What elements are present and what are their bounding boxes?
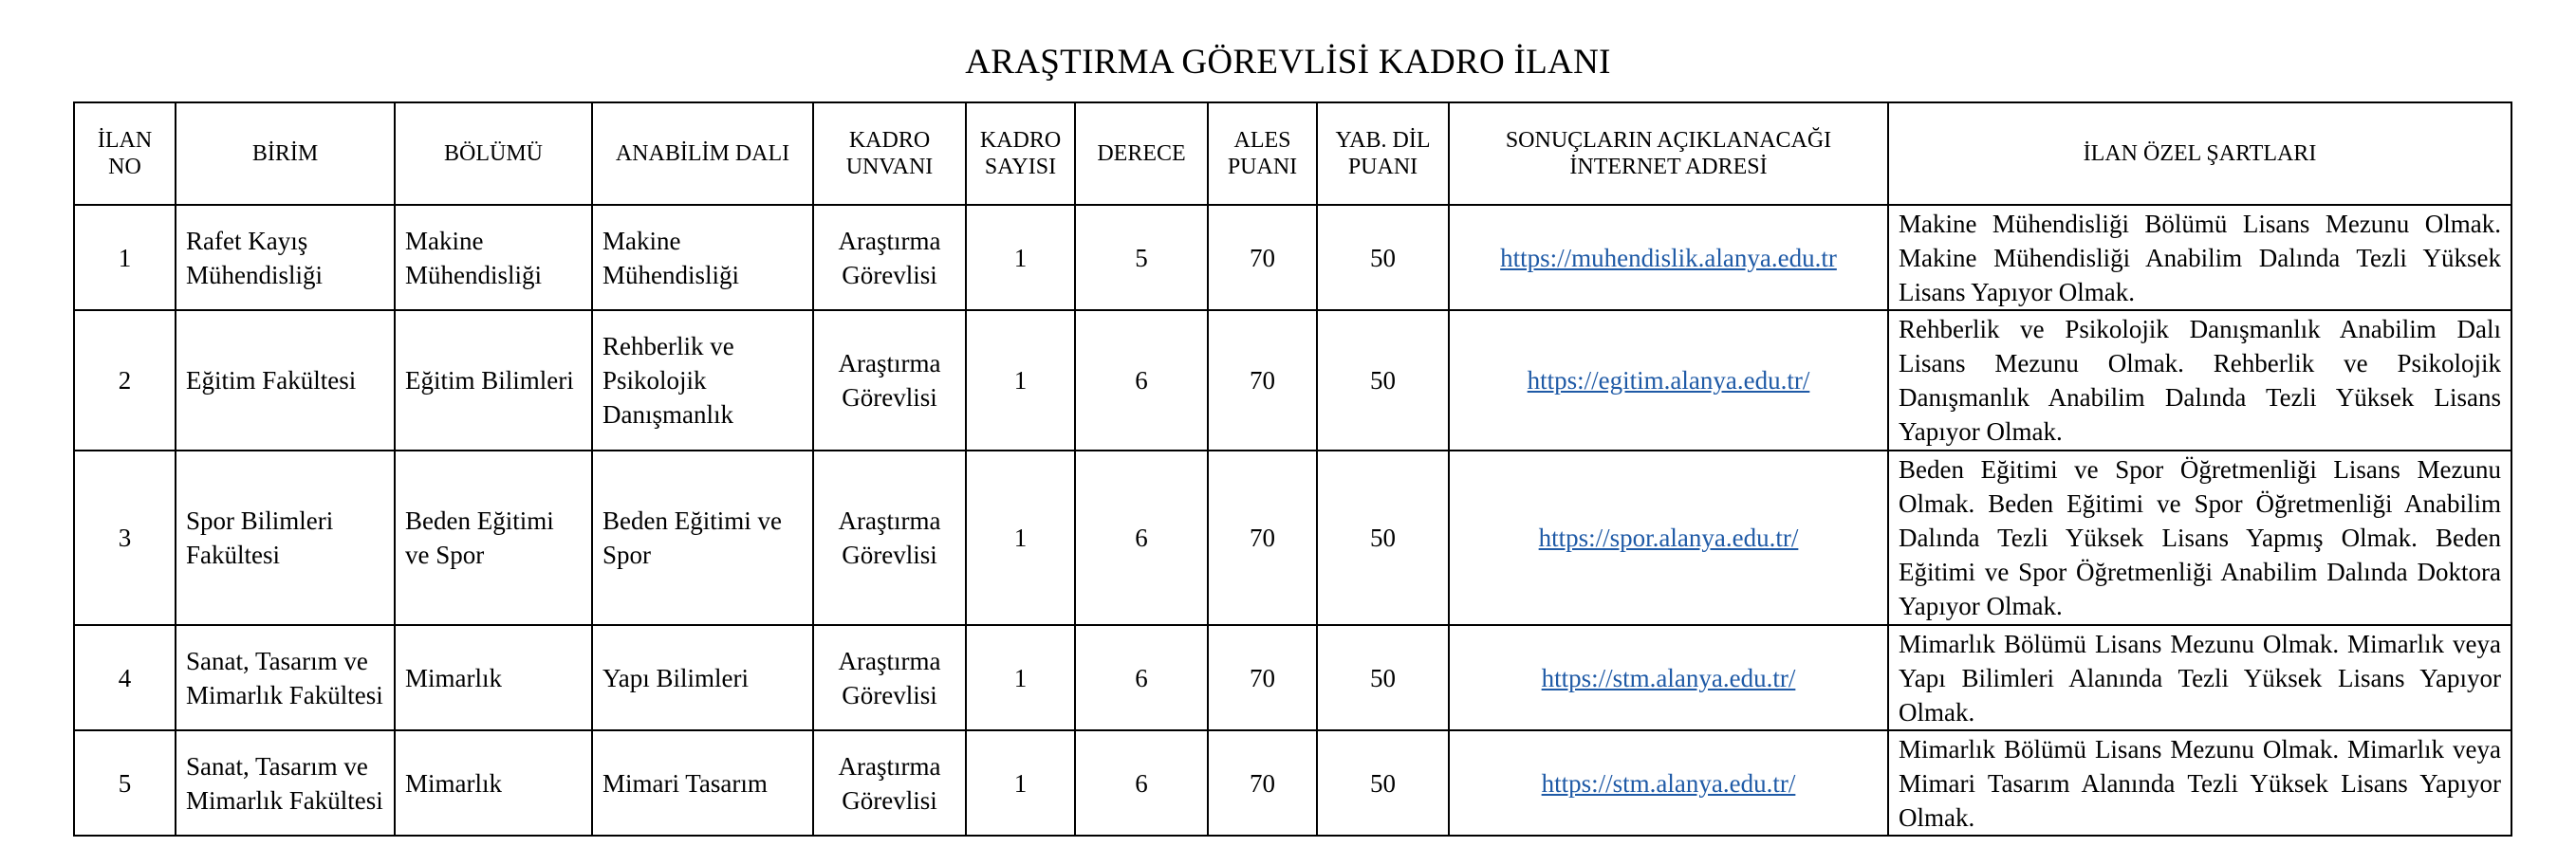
cell-kadro-unvani: Araştırma Görevlisi <box>813 205 966 310</box>
cell-yab-dil-puani: 50 <box>1317 205 1449 310</box>
table-row <box>74 625 2511 730</box>
header-kadro-sayisi: KADRO SAYISI <box>966 102 1075 205</box>
results-url-link[interactable]: https://stm.alanya.edu.tr/ <box>1541 768 1796 798</box>
cell-anabilim-dali: Makine Mühendisliği <box>592 205 813 310</box>
cell-ales-puani: 70 <box>1208 625 1317 730</box>
cell-ales-puani: 70 <box>1208 310 1317 451</box>
cell-kadro-sayisi: 1 <box>966 730 1075 836</box>
cell-derece: 5 <box>1075 205 1208 310</box>
cell-internet-adresi <box>1449 625 1888 730</box>
cell-ilan-no: 4 <box>74 625 176 730</box>
cell-bolumu: Eğitim Bilimleri <box>395 310 592 451</box>
cell-internet-adresi <box>1449 205 1888 310</box>
document-title: ARAŞTIRMA GÖREVLİSİ KADRO İLANI <box>965 43 1611 82</box>
cell-ales-puani: 70 <box>1208 730 1317 836</box>
cell-anabilim-dali: Yapı Bilimleri <box>592 625 813 730</box>
results-url-link[interactable]: https://egitim.alanya.edu.tr/ <box>1527 366 1810 395</box>
header-anabilim-dali: ANABİLİM DALI <box>592 102 813 205</box>
cell-kadro-sayisi: 1 <box>966 451 1075 625</box>
cell-ilan-no: 3 <box>74 451 176 625</box>
header-derece: DERECE <box>1075 102 1208 205</box>
cell-kadro-sayisi: 1 <box>966 205 1075 310</box>
cell-bolumu: Mimarlık <box>395 625 592 730</box>
header-ales-puani: ALES PUANI <box>1208 102 1317 205</box>
cell-derece: 6 <box>1075 625 1208 730</box>
cell-ales-puani: 70 <box>1208 451 1317 625</box>
cell-yab-dil-puani: 50 <box>1317 625 1449 730</box>
position-listing-table <box>73 101 2512 837</box>
table-row <box>74 451 2511 625</box>
cell-internet-adresi <box>1449 310 1888 451</box>
cell-kadro-unvani: Araştırma Görevlisi <box>813 310 966 451</box>
cell-internet-adresi <box>1449 451 1888 625</box>
cell-derece: 6 <box>1075 451 1208 625</box>
cell-ozel-sartlar: Mimarlık Bölümü Lisans Mezunu Olmak. Mimarlık veya Mimari Tasarım Alanında Tezli Yüksek Lisans Yapıyor Olmak. <box>1888 730 2511 836</box>
header-yab-dil-puani: YAB. DİL PUANI <box>1317 102 1449 205</box>
cell-derece: 6 <box>1075 310 1208 451</box>
cell-ozel-sartlar: Makine Mühendisliği Bölümü Lisans Mezunu Olmak. Makine Mühendisliği Anabilim Dalında Tezli Yüksek Lisans Yapıyor Olmak. <box>1888 205 2511 310</box>
cell-birim: Sanat, Tasarım ve Mimarlık Fakültesi <box>176 625 395 730</box>
cell-ozel-sartlar: Rehberlik ve Psikolojik Danışmanlık Anabilim Dalı Lisans Mezunu Olmak. Rehberlik ve Psikolojik Danışmanlık Anabilim Dalında Tezli Yüksek Lisans Yapıyor Olmak. <box>1888 310 2511 451</box>
header-bolumu: BÖLÜMÜ <box>395 102 592 205</box>
cell-kadro-sayisi: 1 <box>966 625 1075 730</box>
table-row <box>74 205 2511 310</box>
results-url-link[interactable]: https://stm.alanya.edu.tr/ <box>1541 663 1796 692</box>
results-url-link[interactable]: https://muhendislik.alanya.edu.tr <box>1500 243 1837 272</box>
table-row <box>74 310 2511 451</box>
header-kadro-unvani: KADRO UNVANI <box>813 102 966 205</box>
cell-ilan-no: 2 <box>74 310 176 451</box>
cell-kadro-unvani: Araştırma Görevlisi <box>813 451 966 625</box>
cell-anabilim-dali: Rehberlik ve Psikolojik Danışmanlık <box>592 310 813 451</box>
header-row <box>74 102 2511 205</box>
cell-derece: 6 <box>1075 730 1208 836</box>
cell-bolumu: Makine Mühendisliği <box>395 205 592 310</box>
cell-birim: Eğitim Fakültesi <box>176 310 395 451</box>
header-internet-adresi: SONUÇLARIN AÇIKLANACAĞI İNTERNET ADRESİ <box>1449 102 1888 205</box>
cell-kadro-unvani: Araştırma Görevlisi <box>813 730 966 836</box>
results-url-link[interactable]: https://spor.alanya.edu.tr/ <box>1538 524 1799 552</box>
cell-yab-dil-puani: 50 <box>1317 451 1449 625</box>
cell-ozel-sartlar: Mimarlık Bölümü Lisans Mezunu Olmak. Mimarlık veya Yapı Bilimleri Alanında Tezli Yüksek Lisans Yapıyor Olmak. <box>1888 625 2511 730</box>
cell-internet-adresi <box>1449 730 1888 836</box>
cell-ilan-no: 5 <box>74 730 176 836</box>
cell-kadro-sayisi: 1 <box>966 310 1075 451</box>
header-ilan-no: İLAN NO <box>74 102 176 205</box>
cell-kadro-unvani: Araştırma Görevlisi <box>813 625 966 730</box>
cell-birim: Sanat, Tasarım ve Mimarlık Fakültesi <box>176 730 395 836</box>
header-birim: BİRİM <box>176 102 395 205</box>
cell-yab-dil-puani: 50 <box>1317 310 1449 451</box>
cell-bolumu: Mimarlık <box>395 730 592 836</box>
cell-birim: Rafet Kayış Mühendisliği <box>176 205 395 310</box>
cell-yab-dil-puani: 50 <box>1317 730 1449 836</box>
cell-anabilim-dali: Beden Eğitimi ve Spor <box>592 451 813 625</box>
cell-ozel-sartlar: Beden Eğitimi ve Spor Öğretmenliği Lisans Mezunu Olmak. Beden Eğitimi ve Spor Öğretmenliği Anabilim Dalında Tezli Yüksek Lisans Yapmış Olmak. Beden Eğitimi ve Spor Öğretmenliği Anabilim Dalında Doktora Yapıyor Olmak. <box>1888 451 2511 625</box>
cell-ales-puani: 70 <box>1208 205 1317 310</box>
cell-ilan-no: 1 <box>74 205 176 310</box>
cell-anabilim-dali: Mimari Tasarım <box>592 730 813 836</box>
cell-bolumu: Beden Eğitimi ve Spor <box>395 451 592 625</box>
cell-birim: Spor Bilimleri Fakültesi <box>176 451 395 625</box>
table-row <box>74 730 2511 836</box>
header-ozel-sartlar: İLAN ÖZEL ŞARTLARI <box>1888 102 2511 205</box>
